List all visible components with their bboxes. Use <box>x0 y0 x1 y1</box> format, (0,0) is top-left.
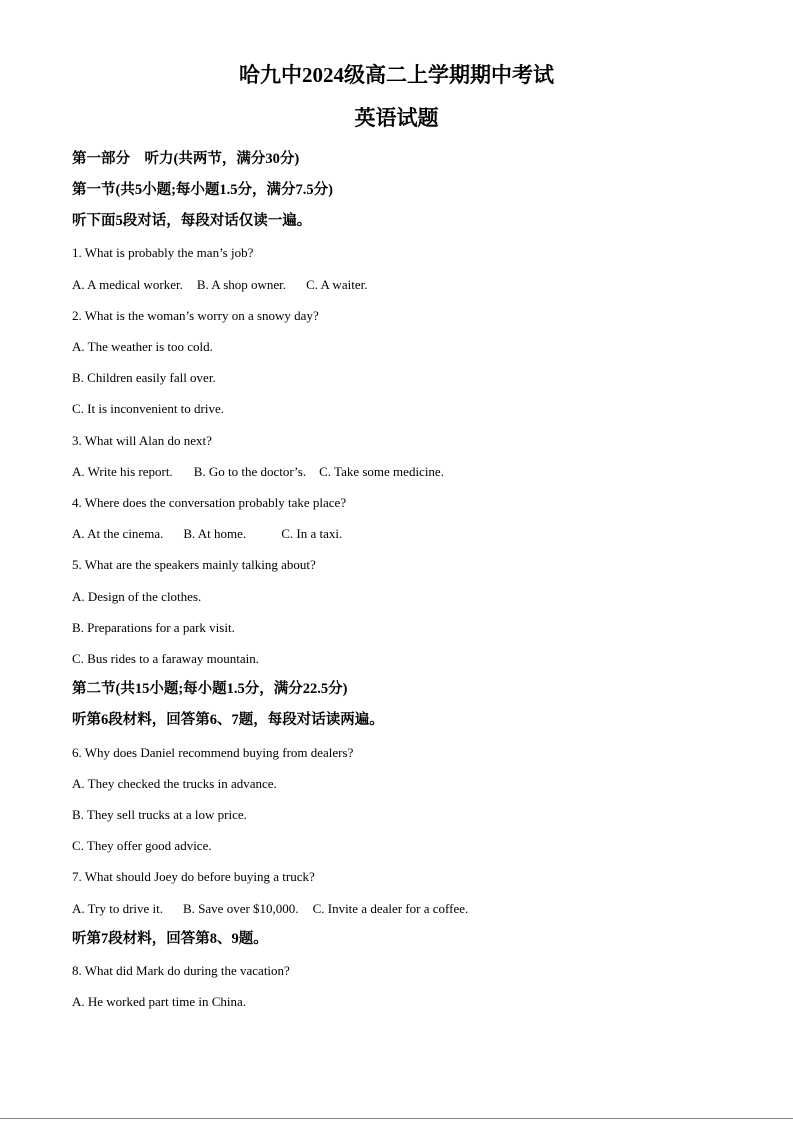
q4-option-b: B. At home. <box>183 526 247 541</box>
q3-option-c: C. Take some medicine. <box>319 464 444 479</box>
q6-option-a: A. They checked the trucks in advance. <box>72 776 277 791</box>
question-8: 8. What did Mark do during the vacation? <box>72 963 290 978</box>
q6-option-b: B. They sell trucks at a low price. <box>72 807 247 822</box>
question-6: 6. Why does Daniel recommend buying from dealers? <box>72 745 354 760</box>
exam-subtitle: 英语试题 <box>354 106 439 130</box>
question-2: 2. What is the woman’s worry on a snowy day? <box>72 308 319 323</box>
q4-option-a: A. At the cinema. <box>72 526 164 541</box>
question-7: 7. What should Joey do before buying a truck? <box>72 869 315 884</box>
question-1-options <box>72 277 367 293</box>
q4-option-c: C. In a taxi. <box>281 526 343 541</box>
q5-option-c: C. Bus rides to a faraway mountain. <box>72 651 260 666</box>
question-7-options <box>72 901 468 917</box>
section1-instruction: 听下面5段对话，每段对话仅读一遍。 <box>72 213 312 229</box>
section2-instruction-7: 听第7段材料，回答第8、9题。 <box>72 931 268 947</box>
q5-option-b: B. Preparations for a park visit. <box>72 620 235 635</box>
q2-option-b: B. Children easily fall over. <box>72 370 216 385</box>
page-bottom-rule <box>0 1118 793 1119</box>
q2-option-c: C. It is inconvenient to drive. <box>72 401 225 416</box>
question-5: 5. What are the speakers mainly talking about? <box>72 557 316 572</box>
q1-option-a: A. A medical worker. <box>72 277 183 292</box>
q7-option-b: B. Save over $10,000. <box>183 901 299 916</box>
q5-option-a: A. Design of the clothes. <box>72 589 202 604</box>
question-1: 1. What is probably the man’s job? <box>72 245 254 260</box>
q3-option-b: B. Go to the doctor’s. <box>193 464 307 479</box>
question-3: 3. What will Alan do next? <box>72 433 212 448</box>
q1-option-c: C. A waiter. <box>306 277 368 292</box>
q2-option-a: A. The weather is too cold. <box>72 339 213 354</box>
question-4-options <box>72 526 342 542</box>
q7-option-a: A. Try to drive it. <box>72 901 164 916</box>
q8-option-a: A. He worked part time in China. <box>72 994 247 1009</box>
section2-instruction-6: 听第6段材料，回答第6、7题，每段对话读两遍。 <box>72 712 384 728</box>
q1-option-b: B. A shop owner. <box>196 277 287 292</box>
part1-heading: 第一部分 听力(共两节，满分30分) <box>72 151 300 167</box>
q7-option-c: C. Invite a dealer for a coffee. <box>312 901 469 916</box>
section2-heading: 第二节(共15小题;每小题1.5分，满分22.5分) <box>72 681 348 697</box>
q3-option-a: A. Write his report. <box>72 464 173 479</box>
exam-title: 哈九中2024级高二上学期期中考试 <box>239 63 554 87</box>
section1-heading: 第一节(共5小题;每小题1.5分，满分7.5分) <box>72 182 333 198</box>
question-4: 4. Where does the conversation probably take place? <box>72 495 347 510</box>
q6-option-c: C. They offer good advice. <box>72 838 212 853</box>
question-3-options <box>72 464 444 480</box>
